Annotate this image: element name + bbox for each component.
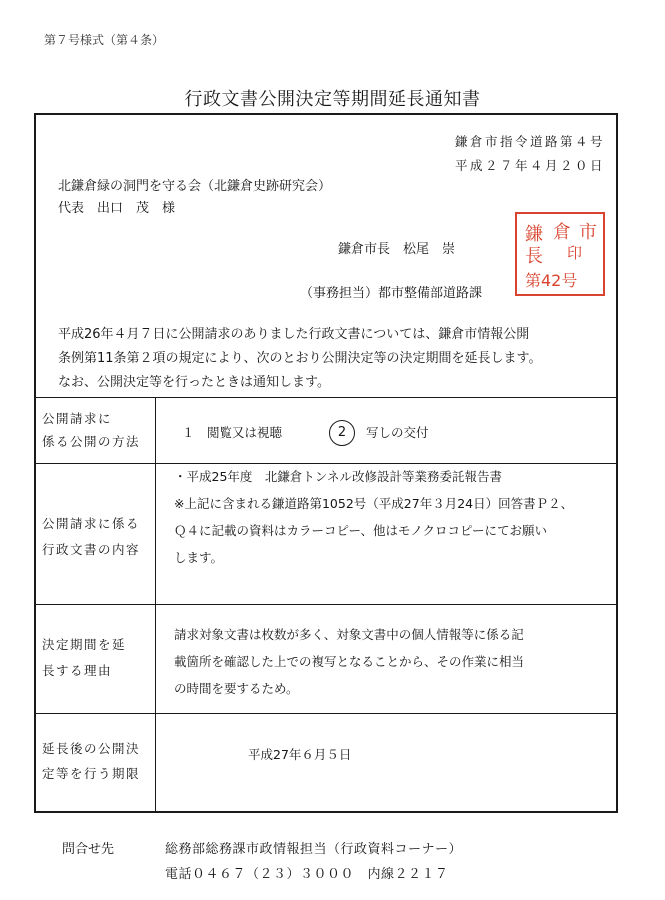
reference-date: 平成２７年４月２０日 [454, 158, 605, 173]
row-divider [34, 604, 618, 605]
reason-line-3: の時間を要するため。 [174, 681, 299, 696]
method-label-line-2: 係る公開の方法 [42, 434, 141, 449]
row-divider [34, 713, 618, 714]
body-line-1: 平成26年４月７日に公開請求のありました行政文書については、鎌倉市情報公開 [58, 327, 530, 342]
deadline-label-line-1: 延長後の公開決 [42, 741, 141, 756]
document-line-1: ・平成25年度 北鎌倉トンネル改修設計等業務委託報告書 [174, 469, 503, 484]
selected-option-circle: 2 [329, 420, 355, 446]
body-line-2: 条例第11条第２項の規定により、次のとおり公開決定等の決定期間を延長します。 [58, 351, 542, 366]
column-divider [155, 398, 156, 811]
deadline-label-line-2: 定等を行う期限 [42, 766, 141, 781]
seal-char: 印 [567, 244, 583, 262]
document-line-4: します。 [174, 550, 224, 565]
reason-label-line-1: 決定期間を延 [42, 637, 127, 652]
document-label-line-1: 公開請求に係る [42, 516, 141, 531]
seal-char: 長 [525, 246, 543, 267]
recipient-organization: 北鎌倉緑の洞門を守る会（北鎌倉史跡研究会） [58, 179, 332, 194]
recipient-name: 代表 出口 茂 様 [58, 201, 176, 216]
row-divider [34, 463, 618, 464]
method-option-1: １ 閲覧又は視聴 [182, 425, 283, 440]
sender-name: 鎌倉市長 松尾 崇 [338, 242, 456, 257]
official-seal [515, 212, 605, 296]
inquiry-label: 問合せ先 [62, 842, 115, 857]
sender-contact: （事務担当）都市整備部道路課 [300, 286, 483, 301]
reference-number: 鎌倉市指令道路第４号 [454, 134, 605, 149]
reason-label-line-2: 長する理由 [42, 663, 113, 678]
seal-char: 倉 [553, 222, 571, 243]
method-label-line-1: 公開請求に [42, 411, 113, 426]
document-label-line-2: 行政文書の内容 [42, 542, 141, 557]
inquiry-phone: 電話０４６７（２３）３０００ 内線２２１７ [165, 867, 449, 882]
table-top-border [34, 397, 618, 398]
seal-char: 鎌 [525, 224, 543, 245]
form-number: 第７号様式（第４条） [44, 33, 165, 47]
document-title: 行政文書公開決定等期間延長通知書 [184, 89, 481, 110]
reason-line-1: 請求対象文書は枚数が多く、対象文書中の個人情報等に係る記 [174, 627, 524, 642]
deadline-value: 平成27年６月５日 [248, 747, 352, 762]
method-option-2: 写しの交付 [366, 425, 429, 440]
inquiry-department: 総務部総務課市政情報担当（行政資料コーナー） [165, 842, 463, 857]
document-line-3: Ｑ４に記載の資料はカラーコピー、他はモノクロコピーにてお願い [174, 523, 548, 538]
reason-line-2: 載箇所を確認した上での複写となることから、その作業に相当 [174, 654, 525, 669]
body-line-3: なお、公開決定等を行ったときは通知します。 [58, 375, 330, 390]
seal-char: 市 [579, 222, 597, 243]
document-line-2: ※上記に含まれる鎌道路第1052号（平成27年３月24日）回答書Ｐ２、 [174, 496, 574, 511]
seal-number: 第42号 [525, 271, 578, 290]
